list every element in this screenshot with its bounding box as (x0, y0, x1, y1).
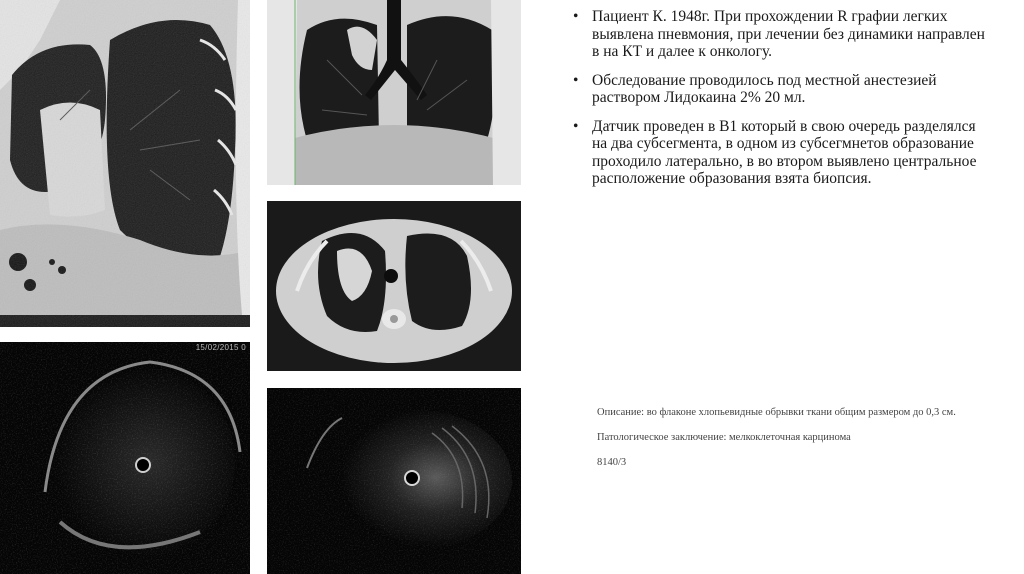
ebus-timestamp: 15/02/2015 0 (195, 343, 246, 352)
bullet-text: Обследование проводилось под местной анестезией раствором Лидокаина 2% 20 мл. (592, 71, 937, 106)
bullet-item (571, 118, 991, 188)
pathology-conclusion: Патологическое заключение: мелкоклеточная карцинома (597, 432, 851, 443)
ct-coronal-image (267, 0, 521, 185)
bullet-item (571, 8, 991, 61)
ct-sagittal-image (0, 0, 250, 327)
ebus-ultrasound-image-left (0, 342, 250, 574)
bullet-glyph: • (573, 8, 579, 25)
bullet-glyph: • (573, 117, 579, 135)
bullet-glyph: • (573, 71, 579, 89)
pathology-code: 8140/3 (597, 457, 627, 468)
case-description-list (571, 8, 991, 199)
bullet-item (571, 72, 991, 107)
ct-axial-image (267, 201, 521, 371)
ebus-ultrasound-image-right (267, 388, 521, 574)
bullet-text: Датчик проведен в В1 который в свою очередь разделялся на два субсегмента, в одном из субсегмнетов образование проходило латерально, в во втором выявлено центральное расположение образования взята биопсия. (592, 117, 977, 187)
pathology-description: Описание: во флаконе хлопьевидные обрывки ткани общим размером до 0,3 см. (597, 407, 956, 418)
bullet-text: Пациент К. 1948г. При прохождении R графии легких выявлена пневмония, при лечении без динамики направлен в на КТ и далее к онкологу. (592, 8, 985, 60)
